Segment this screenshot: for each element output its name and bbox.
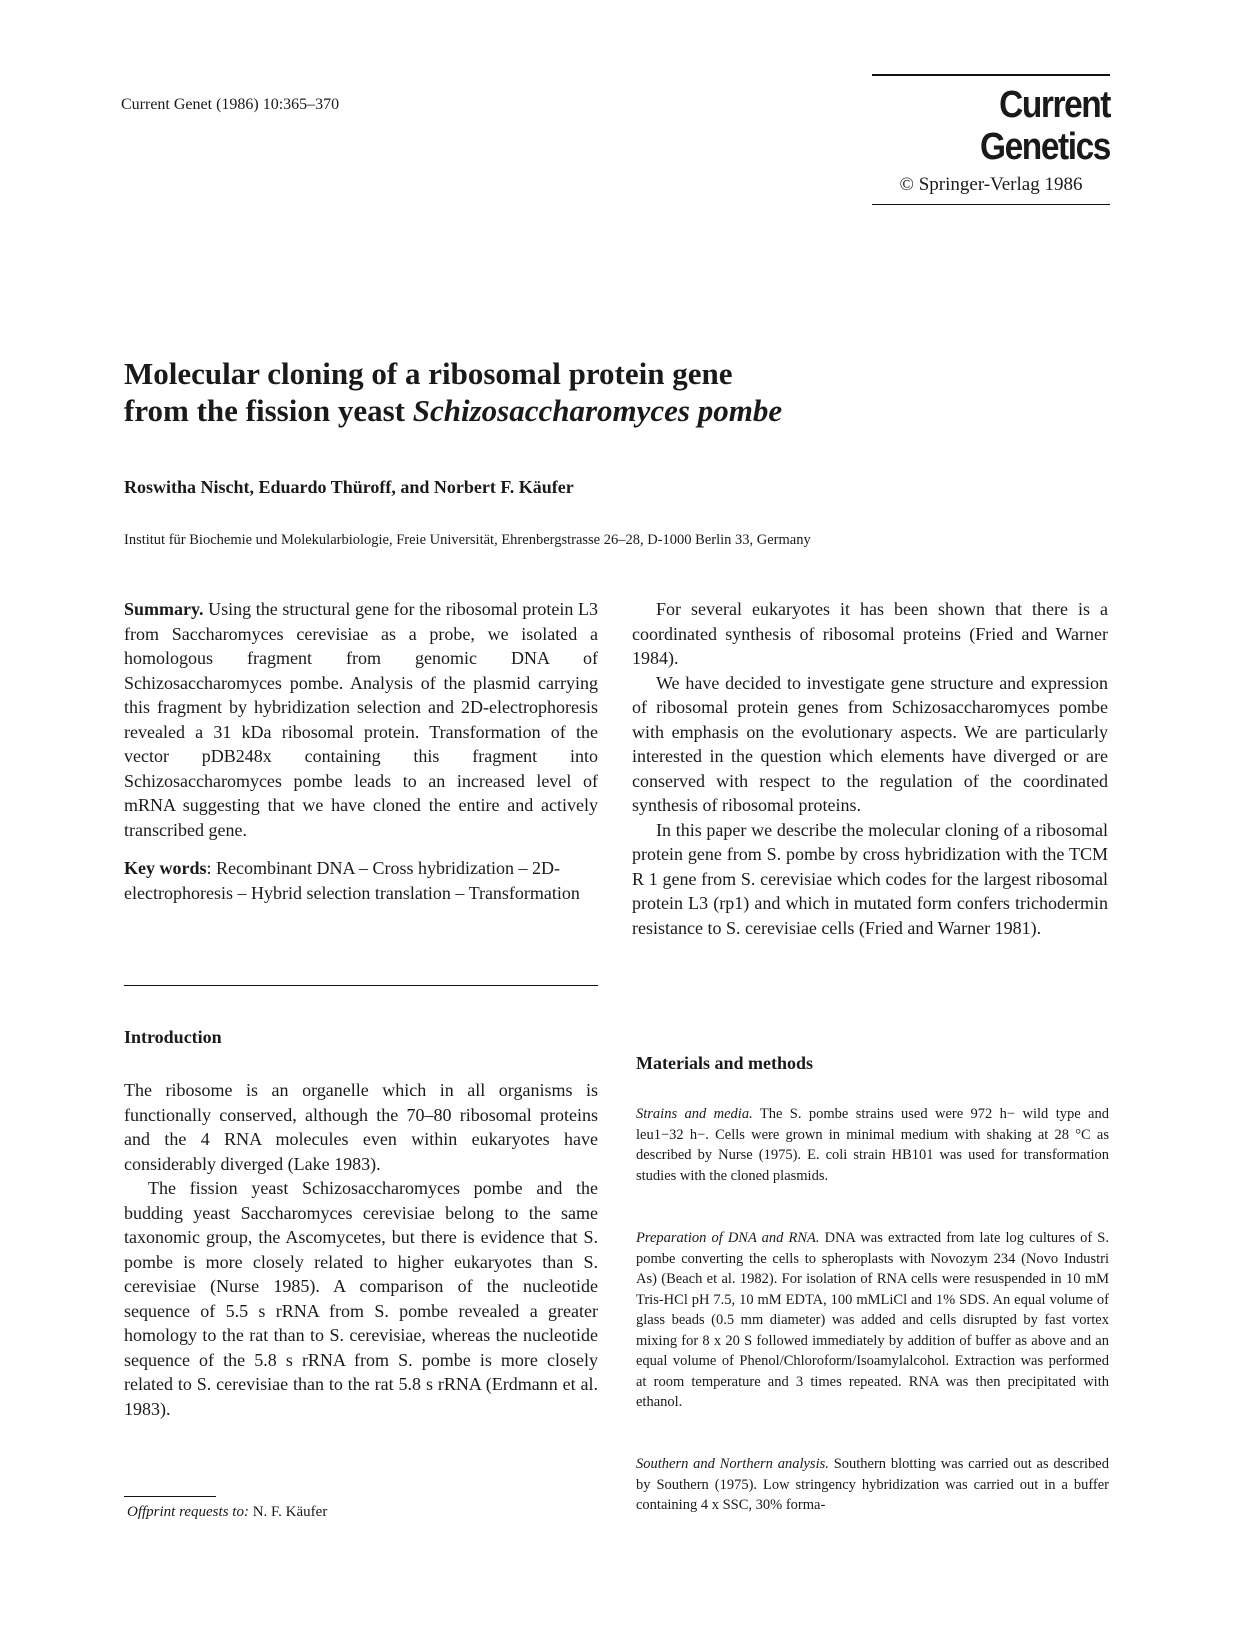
article-title xyxy=(124,355,782,429)
offprint-footnote xyxy=(127,1504,327,1521)
footnote-text: N. F. Käufer xyxy=(248,1504,328,1520)
footnote-label: Offprint requests to: xyxy=(127,1504,249,1520)
brand-rule-top xyxy=(872,74,1110,76)
brand-rule-bottom xyxy=(872,204,1110,205)
journal-name: Current Genetics xyxy=(980,84,1110,168)
title-line-2 xyxy=(124,392,782,429)
strains-text: The S. pombe strains used were 972 h− wild type and leu1−32 h−. Cells were grown in minimal medium with shaking at 28 °C as described by Nurse (1975). E. coli strain HB101 was used for transformation studies with the cloned plasmids. xyxy=(636,1106,1109,1184)
summary-text: Using the structural gene for the ribosomal protein L3 from Saccharomyces cerevisiae as a probe, we isolated a homologous fragment from genomic DNA of Schizosaccharomyces pombe. Analysis of the plasmid carrying this fragment by hybridization selection and 2D-electrophoresis revealed a 31 kDa ribosomal protein. Transformation of the vector pDB248x containing this fragment into Schizosaccharomyces pombe leads to an increased level of mRNA suggesting that we have cloned the entire and actively transcribed gene. xyxy=(124,599,598,840)
preparation-text: DNA was extracted from late log cultures of S. pombe converting the cells to spheroplasts with Novozym 234 (Novo Industri As) (Beach et al. 1982). For isolation of RNA cells were resuspended in 10 mM Tris-HCl pH 7.5, 10 mM EDTA, 100 mMLiCl and 1% SDS. An equal volume of glass beads (0.5 mm diameter) was added and cells disrupted by fast vortex mixing for 8 x 20 S followed immediately by addition of buffer as above and an equal volume of Phenol/Chloroform/Isoamylalcohol. Extraction was performed at room temperature and 3 times repeated. RNA was then precipitated with ethanol. xyxy=(636,1230,1109,1410)
southern-paragraph xyxy=(636,1454,1109,1516)
southern-label: Southern and Northern analysis. xyxy=(636,1456,829,1472)
title-line-1: Molecular cloning of a ribosomal protein gene xyxy=(124,356,733,391)
keywords-paragraph xyxy=(124,856,598,905)
strains-paragraph xyxy=(636,1104,1109,1186)
preparation-label: Preparation of DNA and RNA. xyxy=(636,1230,820,1246)
summary-paragraph xyxy=(124,597,598,842)
author-list: Roswitha Nischt, Eduardo Thüroff, and Norbert F. Käufer xyxy=(124,477,574,497)
introduction-body xyxy=(124,1078,598,1421)
keywords-text: : Recombinant DNA – Cross hybridization – 2D-electrophoresis – Hybrid selection translation – Transformation xyxy=(124,858,580,903)
summary-label: Summary. xyxy=(124,599,204,619)
keywords-label: Key words xyxy=(124,858,207,878)
journal-brand xyxy=(872,74,1110,205)
right-paragraph-3: In this paper we describe the molecular cloning of a ribosomal protein gene from S. pombe by cross hybridization with the TCM R 1 gene from S. cerevisiae which codes for the largest ribosomal protein L3 (rp1) and which in mutated form confers trichodermin resistance to S. cerevisiae cells (Fried and Warner 1981). xyxy=(632,819,1108,938)
intro-paragraph-2: The fission yeast Schizosaccharomyces pombe and the budding yeast Saccharomyces cerevisiae belong to the same taxonomic group, the Ascomycetes, but there is evidence that S. pombe is more closely related to higher eukaryotes than S. cerevisiae (Nurse 1985). A comparison of the nucleotide sequence of 5.5 s rRNA from S. pombe revealed a greater homology to the rat than to S. cerevisiae, whereas the nucleotide sequence of the 5.8 s rRNA from S. pombe is more closely related to S. cerevisiae than to the rat 5.8 s rRNA (Erdmann et al. 1983). xyxy=(124,1178,598,1419)
copyright-notice: © Springer-Verlag 1986 xyxy=(899,174,1083,195)
methods-heading: Materials and methods xyxy=(636,1053,813,1073)
introduction-heading: Introduction xyxy=(124,1027,222,1047)
affiliation: Institut für Biochemie und Molekularbiologie, Freie Universität, Ehrenbergstrasse 26–28, D-1000 Berlin 33, Germany xyxy=(124,532,811,548)
right-column-text xyxy=(632,597,1108,940)
right-paragraph-1: For several eukaryotes it has been shown that there is a coordinated synthesis of ribosomal proteins (Fried and Warner 1984). xyxy=(632,599,1108,668)
strains-label: Strains and media. xyxy=(636,1106,753,1122)
title-species: Schizosaccharomyces pombe xyxy=(412,393,783,428)
right-paragraph-2: We have decided to investigate gene structure and expression of ribosomal protein genes from Schizosaccharomyces pombe with emphasis on the evolutionary aspects. We are particularly interested in the question which elements have diverged or are conserved with respect to the regulation of the coordinated synthesis of ribosomal proteins. xyxy=(632,672,1108,815)
abstract-column xyxy=(124,597,598,905)
southern-text: Southern blotting was carried out as described by Southern (1975). Low stringency hybridization was carried out in a buffer containing 4 x SSC, 30% forma- xyxy=(636,1456,1109,1513)
title-line-2-prefix: from the fission yeast xyxy=(124,393,413,428)
footnote-rule xyxy=(124,1496,216,1497)
journal-citation: Current Genet (1986) 10:365–370 xyxy=(121,96,340,113)
abstract-divider xyxy=(124,985,598,986)
preparation-paragraph xyxy=(636,1228,1109,1413)
intro-paragraph-1: The ribosome is an organelle which in all organisms is functionally conserved, although the 70–80 ribosomal proteins and the 4 RNA molecules even within eukaryotes have considerably diverged (Lake 1983). xyxy=(124,1080,598,1174)
